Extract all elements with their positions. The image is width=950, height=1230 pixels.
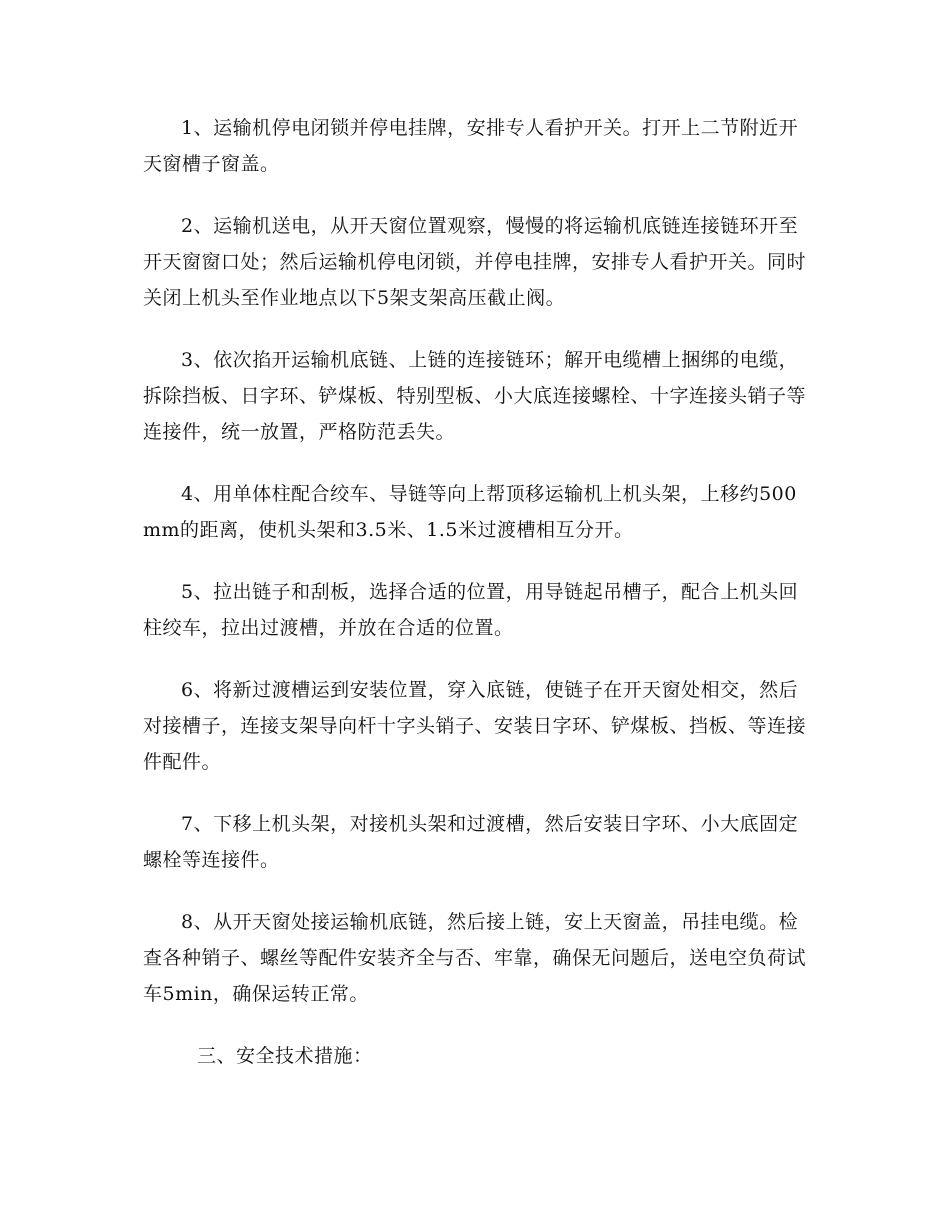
step-paragraph-4: 4、用单体柱配合绞车、导链等向上帮顶移运输机上机头架，上移约500mm的距离，使机头架和3.5米、1.5米过渡槽相互分开。 [143, 483, 797, 541]
step-paragraph-7: 7、下移上机头架，对接机头架和过渡槽，然后安装日字环、小大底固定螺栓等连接件。 [143, 813, 799, 871]
step-paragraph-1: 1、运输机停电闭锁并停电挂牌，安排专人看护开关。打开上二节附近开天窗槽子窗盖。 [143, 117, 799, 175]
step-paragraph-8: 8、从开天窗处接运输机底链，然后接上链，安上天窗盖，吊挂电缆。检查各种销子、螺丝等配件安装齐全与否、牢靠，确保无问题后，送电空负荷试车5min，确保运转正常。 [143, 911, 807, 1005]
section-heading: 三、安全技术措施： [197, 1045, 373, 1067]
document-body [143, 110, 807, 1074]
step-paragraph-2: 2、运输机送电，从开天窗位置观察，慢慢的将运输机底链连接链环开至开天窗窗口处；然后运输机停电闭锁，并停电挂牌，安排专人看护开关。同时关闭上机头至作业地点以下5架支架高压截止阀。 [143, 215, 807, 309]
step-paragraph-6: 6、将新过渡槽运到安装位置，穿入底链，使链子在开天窗处相交，然后对接槽子，连接支架导向杆十字头销子、安装日字环、铲煤板、挡板、等连接件配件。 [143, 679, 807, 773]
step-paragraph-3: 3、依次掐开运输机底链、上链的连接链环；解开电缆槽上捆绑的电缆，拆除挡板、日字环、铲煤板、特别型板、小大底连接螺栓、十字连接头销子等连接件，统一放置，严格防范丢失。 [143, 349, 807, 443]
step-paragraph-5: 5、拉出链子和刮板，选择合适的位置，用导链起吊槽子，配合上机头回柱绞车，拉出过渡槽，并放在合适的位置。 [143, 581, 799, 639]
